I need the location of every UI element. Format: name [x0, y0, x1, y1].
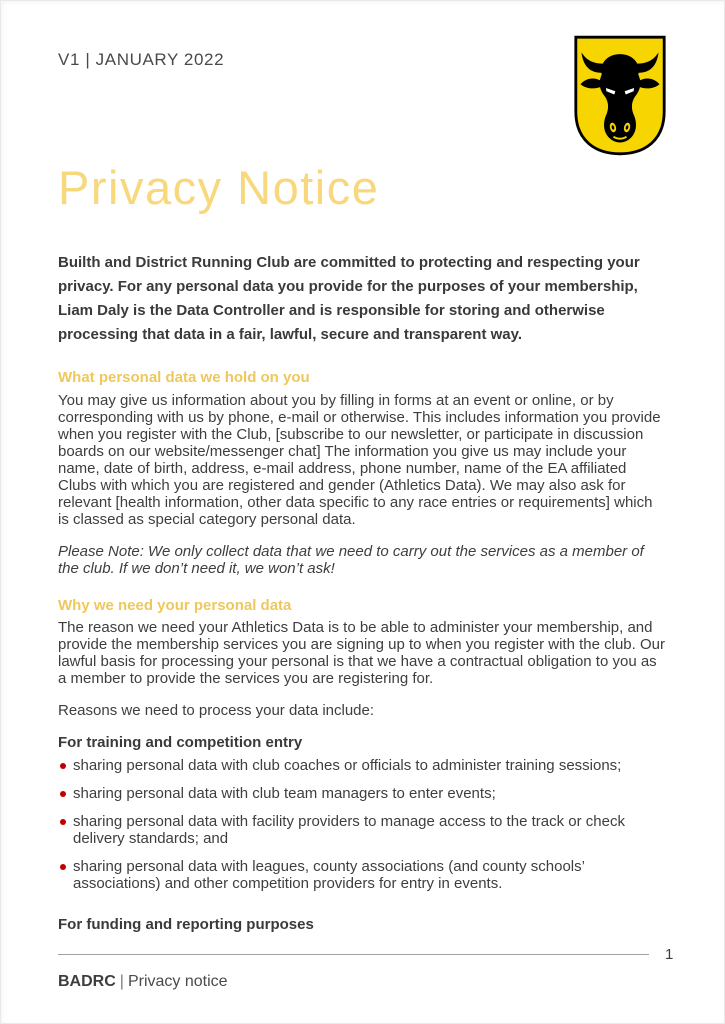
why-we-need-paragraph: The reason we need your Athletics Data is to be able to administer your membership, and provide the membership services you are signing up to when you register with the club. Our lawful basis for processing your personal is that we have a contractual obligation to you as a member to provide the services you are registering for. [58, 619, 665, 687]
list-item-text: sharing personal data with facility providers to manage access to the track or check delivery standards; and [73, 813, 625, 847]
heading-why-we-need: Why we need your personal data [58, 597, 292, 614]
bullet-icon [60, 791, 66, 797]
bullet-icon [60, 763, 66, 769]
club-crest-logo [573, 34, 667, 157]
please-note-paragraph: Please Note: We only collect data that we need to carry out the services as a member of the club. If we don’t need it, we won’t ask! [58, 543, 644, 577]
footer-doc-name: Privacy notice [127, 973, 228, 990]
reasons-intro-line: Reasons we need to process your data include: [58, 702, 375, 719]
page-title: Privacy Notice [58, 161, 380, 214]
footer-separator: | [119, 973, 124, 990]
list-item [58, 813, 667, 847]
bullet-icon [60, 819, 66, 825]
intro-paragraph: Builth and District Running Club are committed to protecting and respecting your privacy. For any personal data you provide for the purposes of your membership, Liam Daly is the Data Controller and is responsible for storing and otherwise processing that data in a fair, lawful, secure and transparent way. [58, 254, 640, 343]
personal-data-paragraph: You may give us information about you by filling in forms at an event or online, or by corresponding with us by phone, e-mail or otherwise. This includes information you provide when you register with the Club, [subscribe to our newsletter, or participate in discussion boards on our website/messenger chat] The information you give us may include your name, date of birth, address, e-mail address, phone number, name of the EA affiliated Clubs with which you are registered and gender (Athletics Data). We may also ask for relevant [health information, other data specific to any race entries or requirements] which is classed as special category personal data. [58, 392, 661, 528]
subheading-funding-reporting: For funding and reporting purposes [58, 916, 314, 933]
bull-crest-icon [573, 34, 667, 157]
bullet-icon [60, 864, 66, 870]
heading-what-personal-data: What personal data we hold on you [58, 369, 310, 386]
footer-divider [58, 954, 649, 955]
list-item-text: sharing personal data with leagues, county associations (and county schools’ associations) and other competition providers for entry in events. [73, 858, 585, 892]
footer-rule-row [58, 946, 674, 963]
footer-text [58, 973, 667, 991]
list-item-text: sharing personal data with club team managers to enter events; [73, 785, 496, 802]
list-item [58, 858, 667, 892]
page-header [58, 34, 667, 157]
list-item-text: sharing personal data with club coaches or officials to administer training sessions; [73, 757, 622, 774]
list-item [58, 785, 667, 802]
list-item [58, 757, 667, 774]
page-number: 1 [665, 946, 674, 963]
subheading-training-entry: For training and competition entry [58, 734, 303, 751]
footer-brand: BADRC [58, 973, 116, 990]
training-bullet-list [58, 757, 667, 892]
version-label: V1 | JANUARY 2022 [58, 50, 225, 69]
